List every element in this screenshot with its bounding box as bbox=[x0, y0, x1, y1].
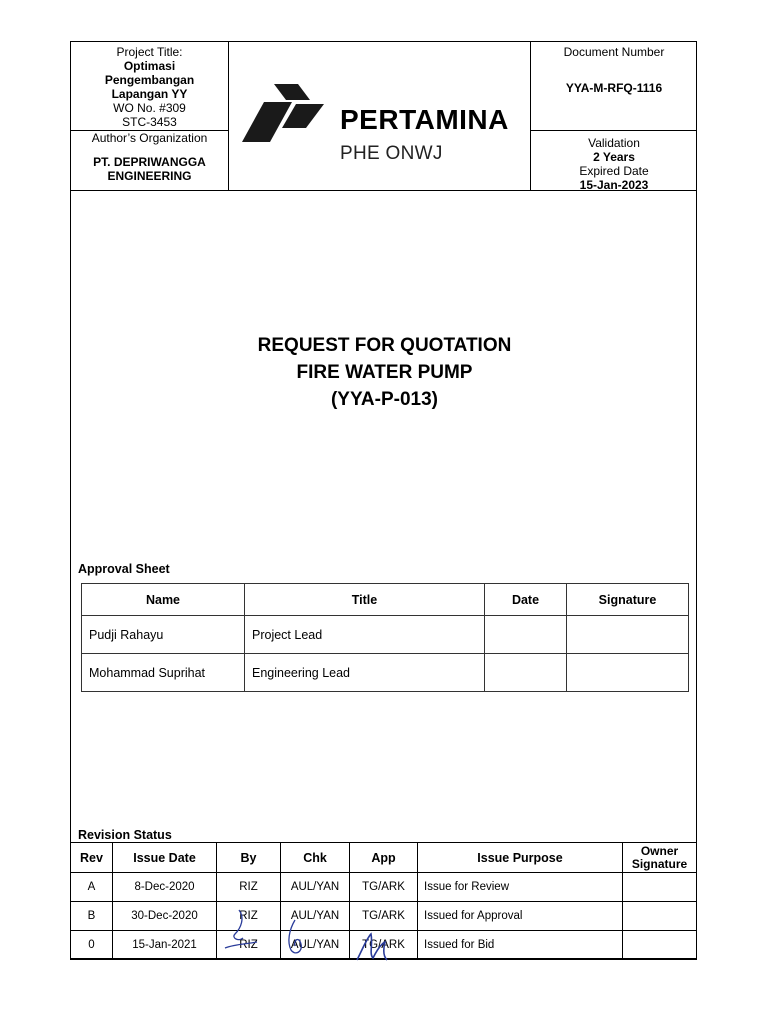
title-line1: REQUEST FOR QUOTATION bbox=[257, 335, 512, 356]
revision-header-row bbox=[71, 843, 697, 873]
table-row bbox=[82, 616, 689, 654]
revision-purpose: Issued for Bid bbox=[418, 931, 623, 960]
revision-date: 30-Dec-2020 bbox=[113, 902, 217, 931]
revision-chk: AUL/YAN bbox=[281, 931, 350, 960]
revision-date: 8-Dec-2020 bbox=[113, 873, 217, 902]
revision-owner bbox=[623, 902, 697, 931]
revision-col-chk: Chk bbox=[281, 843, 350, 873]
wo-number: WO No. #309 bbox=[113, 101, 186, 115]
revision-rev: B bbox=[71, 902, 113, 931]
validation-value: 2 Years bbox=[593, 150, 635, 164]
approval-name: Mohammad Suprihat bbox=[82, 654, 245, 692]
author-organization-block bbox=[71, 130, 228, 190]
approval-date bbox=[485, 654, 567, 692]
document-number-block bbox=[530, 42, 698, 130]
approval-header-row bbox=[82, 584, 689, 616]
expired-label: Expired Date bbox=[579, 164, 649, 178]
project-title-line3: Lapangan YY bbox=[111, 87, 188, 101]
approval-col-title: Title bbox=[245, 584, 485, 616]
logo-company-name: PERTAMINA bbox=[340, 104, 509, 135]
revision-purpose: Issued for Approval bbox=[418, 902, 623, 931]
revision-table bbox=[70, 842, 697, 960]
table-row bbox=[82, 654, 689, 692]
approval-signature bbox=[567, 654, 689, 692]
revision-app: TG/ARK bbox=[350, 902, 418, 931]
document-title bbox=[71, 332, 698, 413]
approval-title: Project Lead bbox=[245, 616, 485, 654]
revision-col-issue-date: Issue Date bbox=[113, 843, 217, 873]
revision-purpose: Issue for Review bbox=[418, 873, 623, 902]
pertamina-arrow-icon bbox=[242, 82, 334, 144]
approval-sheet-label: Approval Sheet bbox=[78, 562, 170, 576]
revision-rev: 0 bbox=[71, 931, 113, 960]
approval-col-date: Date bbox=[485, 584, 567, 616]
revision-date: 15-Jan-2021 bbox=[113, 931, 217, 960]
approval-date bbox=[485, 616, 567, 654]
revision-by: RIZ bbox=[217, 873, 281, 902]
revision-status-label: Revision Status bbox=[78, 828, 172, 842]
revision-col-app: App bbox=[350, 843, 418, 873]
project-title-block bbox=[71, 42, 228, 130]
revision-app: TG/ARK bbox=[350, 931, 418, 960]
doc-number: YYA-M-RFQ-1116 bbox=[565, 81, 663, 95]
title-line3: (YYA-P-013) bbox=[330, 389, 438, 410]
doc-number-label: Document Number bbox=[563, 45, 665, 59]
stc-number: STC-3453 bbox=[122, 115, 177, 129]
title-line2: FIRE WATER PUMP bbox=[296, 362, 473, 383]
table-row bbox=[71, 931, 697, 960]
validation-block bbox=[530, 130, 698, 190]
revision-col-purpose: Issue Purpose bbox=[418, 843, 623, 873]
revision-by: RIZ bbox=[217, 902, 281, 931]
revision-rev: A bbox=[71, 873, 113, 902]
pertamina-logo bbox=[228, 42, 530, 190]
project-title-label: Project Title: bbox=[116, 45, 183, 59]
expired-value: 15-Jan-2023 bbox=[579, 178, 649, 192]
project-title-line1: Optimasi bbox=[123, 59, 176, 73]
revision-by: RIZ bbox=[217, 931, 281, 960]
table-row bbox=[71, 902, 697, 931]
approval-col-signature: Signature bbox=[567, 584, 689, 616]
validation-label: Validation bbox=[588, 136, 640, 150]
approval-name: Pudji Rahayu bbox=[82, 616, 245, 654]
revision-owner bbox=[623, 873, 697, 902]
approval-signature bbox=[567, 616, 689, 654]
author-org-label: Author’s Organization bbox=[91, 131, 208, 145]
document-page bbox=[70, 41, 697, 959]
revision-col-rev: Rev bbox=[71, 843, 113, 873]
approval-col-name: Name bbox=[82, 584, 245, 616]
revision-app: TG/ARK bbox=[350, 873, 418, 902]
revision-owner bbox=[623, 931, 697, 960]
revision-col-owner-signature: Owner Signature bbox=[623, 843, 697, 873]
approval-title: Engineering Lead bbox=[245, 654, 485, 692]
approval-table bbox=[81, 583, 689, 692]
revision-chk: AUL/YAN bbox=[281, 873, 350, 902]
revision-chk: AUL/YAN bbox=[281, 902, 350, 931]
author-org-line2: ENGINEERING bbox=[107, 169, 192, 183]
revision-col-by: By bbox=[217, 843, 281, 873]
project-title-line2: Pengembangan bbox=[104, 73, 195, 87]
table-row bbox=[71, 873, 697, 902]
author-org-line1: PT. DEPRIWANGGA bbox=[93, 155, 206, 169]
logo-subtitle: PHE ONWJ bbox=[340, 143, 443, 164]
